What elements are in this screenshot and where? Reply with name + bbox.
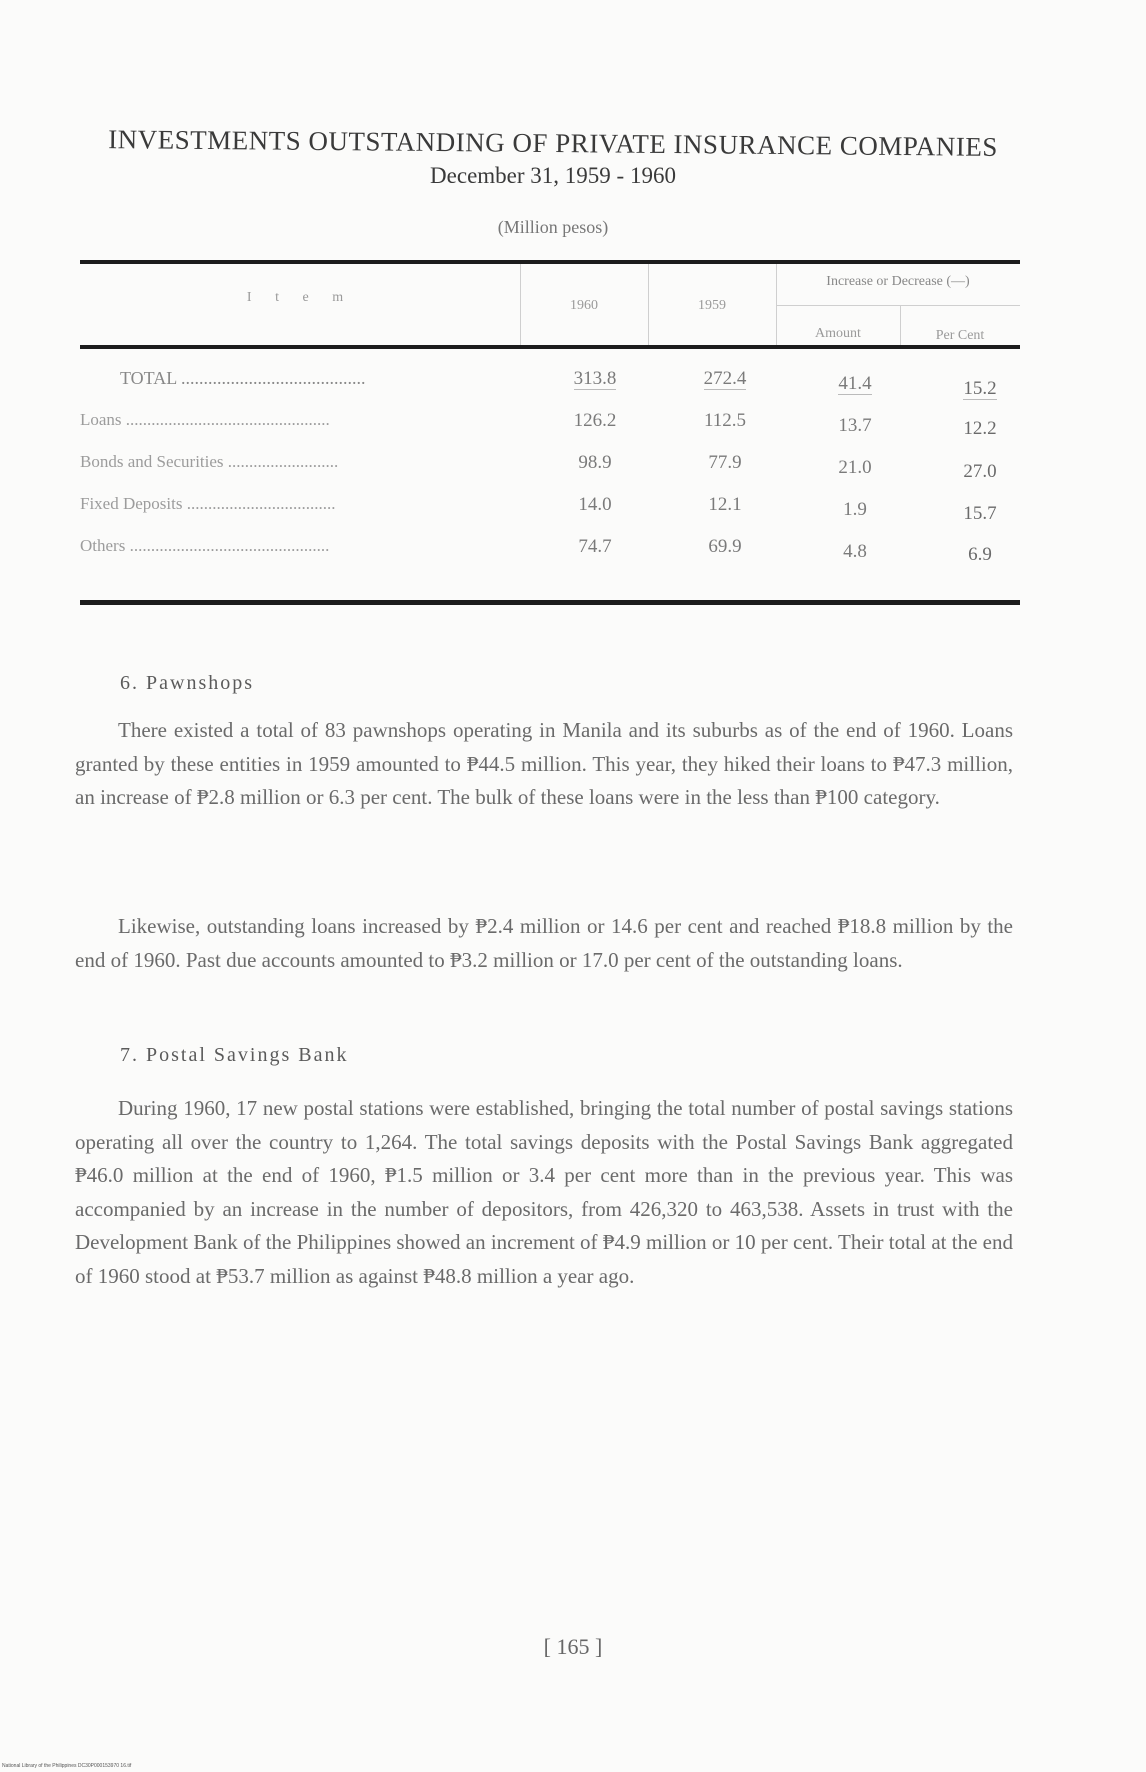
page-number: [ 165 ]	[543, 1634, 603, 1659]
header-increase-decrease: Increase or Decrease (—)	[826, 274, 970, 289]
cell-1959: 272.4	[703, 368, 747, 389]
cell-per-cent: 27.0	[963, 461, 997, 482]
group-header-rule	[776, 305, 1020, 306]
cell-amount: 13.7	[838, 415, 872, 436]
row-label: Fixed Deposits ...................................	[80, 494, 336, 513]
cell-1960: 74.7	[578, 536, 612, 557]
row-label: Others ...............................................	[80, 536, 330, 555]
header-1959: 1959	[698, 298, 726, 313]
cell-1959: 77.9	[708, 452, 742, 473]
header-amount: Amount	[815, 326, 861, 341]
cell-amount: 41.4	[838, 373, 872, 394]
paragraph-pawnshops-2: Likewise, outstanding loans increased by ₱2.4 million or 14.6 per cent and reached ₱18.8 million by the end of 1960. Past due accounts amounted to ₱3.2 million or 17.0 per cent of the outstanding loans.	[75, 914, 1013, 972]
cell-per-cent: 6.9	[968, 544, 992, 565]
cell-amount: 4.8	[843, 541, 867, 562]
cell-per-cent: 12.2	[963, 418, 997, 439]
header-per-cent: Per Cent	[935, 328, 985, 343]
paragraph-pawnshops-1: There existed a total of 83 pawnshops operating in Manila and its suburbs as of the end of 1960. Loans granted by these entities in 1959 amounted to ₱44.5 million. This year, they hiked their loans to ₱47.3 million, an increase of ₱2.8 million or 6.3 per cent. The bulk of these loans were in the less than ₱100 category.	[75, 718, 1013, 809]
cell-1960: 313.8	[573, 368, 617, 389]
cell-1959: 12.1	[708, 494, 742, 515]
table-subtitle: December 31, 1959 - 1960	[430, 163, 676, 188]
archive-stamp: National Library of the Philippines DC30P000153970 16.tif	[2, 1763, 132, 1769]
row-label: TOTAL .........................................	[120, 368, 366, 388]
cell-per-cent: 15.2	[963, 378, 997, 399]
cell-per-cent: 15.7	[963, 503, 997, 524]
table-title: INVESTMENTS OUTSTANDING OF PRIVATE INSURANCE COMPANIES	[108, 124, 998, 162]
table-row-total	[80, 368, 1020, 408]
header-1960: 1960	[570, 298, 598, 313]
cell-1959: 112.5	[703, 410, 747, 431]
section-heading-pawnshops: 6. Pawnshops	[120, 672, 255, 694]
row-label: Loans ................................................	[80, 410, 330, 429]
table-row	[80, 536, 1020, 576]
table-top-rule	[80, 260, 1020, 264]
investments-table	[80, 260, 1020, 610]
table-header-rule	[80, 345, 1020, 349]
table-unit-note: (Million pesos)	[497, 217, 609, 237]
cell-1959: 69.9	[708, 536, 742, 557]
cell-amount: 21.0	[838, 457, 872, 478]
cell-amount: 1.9	[843, 499, 867, 520]
cell-1960: 126.2	[573, 410, 617, 431]
table-row	[80, 410, 1020, 450]
cell-1960: 98.9	[578, 452, 612, 473]
table-row	[80, 452, 1020, 492]
table-bottom-rule	[80, 600, 1020, 605]
cell-1960: 14.0	[578, 494, 612, 515]
paragraph-postal-savings: During 1960, 17 new postal stations were established, bringing the total number of postal savings stations operating all over the country to 1,264. The total savings deposits with the Postal Savings Bank aggregated ₱46.0 million at the end of 1960, ₱1.5 million or 3.4 per cent more than in the previous year. This was accompanied by an increase in the number of depositors, from 426,320 to 463,538. Assets in trust with the Development Bank of the Philippines showed an increment of ₱4.9 million or 10 per cent. Their total at the end of 1960 stood at ₱53.7 million as against ₱48.8 million a year ago.	[75, 1096, 1013, 1288]
table-row	[80, 494, 1020, 534]
row-label: Bonds and Securities ..........................	[80, 452, 339, 471]
header-item: I t e m	[246, 290, 354, 305]
section-heading-postal-savings: 7. Postal Savings Bank	[120, 1044, 349, 1066]
